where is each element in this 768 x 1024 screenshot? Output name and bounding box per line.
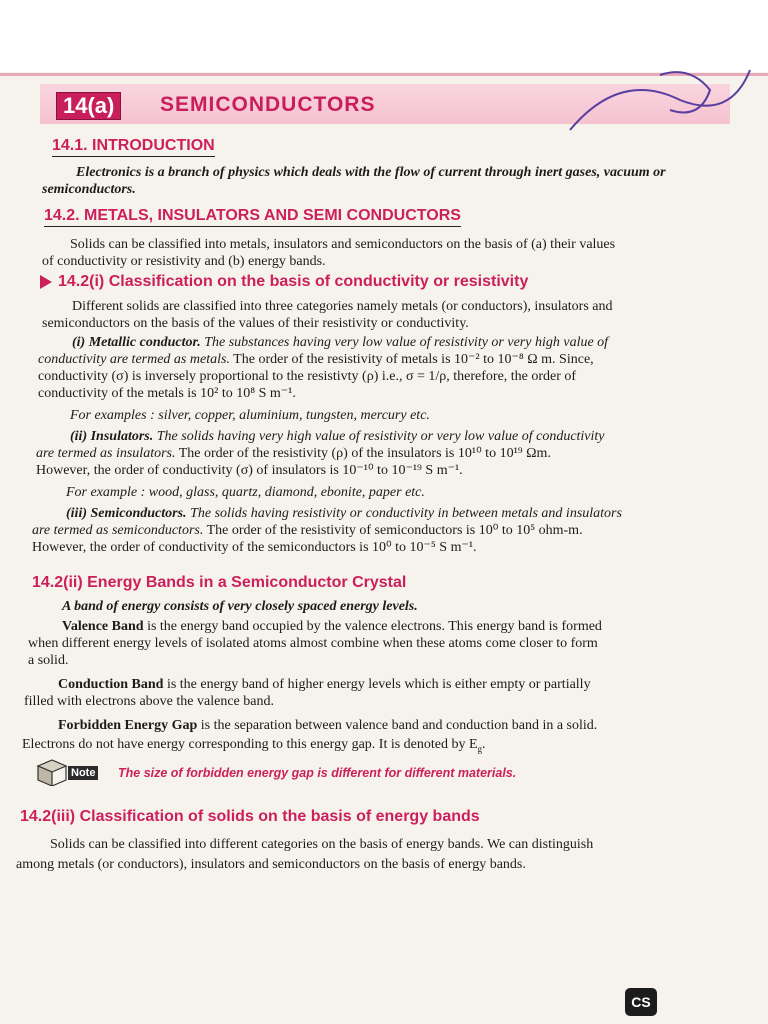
section-heading-metals: 14.2. METALS, INSULATORS AND SEMI CONDUCTORS (44, 207, 461, 227)
intro-line: Electronics is a branch of physics which deals with the flow of current through inert gases, vacuum or (76, 165, 666, 180)
metallic-line-2: conductivity are termed as metals. The order of the resistivity of metals is 10⁻² to 10⁻⁸ Ω m. Since, (38, 352, 594, 367)
play-arrow-icon (40, 275, 52, 289)
insulator-line-1: (ii) Insulators. The solids having very high value of resistivity or very low value of conductivity (70, 429, 605, 444)
camscanner-logo: CS (625, 988, 657, 1016)
conduction-line-1: Conduction Band is the energy band of higher energy levels which is either empty or partially (58, 677, 591, 692)
insulator-line-2: are termed as insulators. The order of the resistivity (ρ) of the insulators is 10¹⁰ to 10¹⁹ Ωm. (36, 446, 551, 461)
metallic-line-1: (i) Metallic conductor. The substances having very low value of resistivity or very high value of (72, 335, 609, 350)
section-heading-introduction: 14.1. INTRODUCTION (52, 137, 215, 157)
gap-line-2: Electrons do not have energy corresponding to this energy gap. It is denoted by $E_g$. (22, 737, 486, 754)
insulator-line-3: However, the order of conductivity (σ) of insulators is 10⁻¹⁰ to 10⁻¹⁹ S m⁻¹. (36, 463, 463, 478)
semi-line-2: are termed as semiconductors. The order of the resistivity of semiconductors is 10⁰ to 10⁵ ohm-m. (32, 523, 583, 538)
conductivity-line: semiconductors on the basis of the values of their resistivity or conductivity. (42, 316, 469, 331)
band-definition: A band of energy consists of very closely spaced energy levels. (62, 599, 418, 614)
metal-examples: For examples : silver, copper, aluminium, tungsten, mercury etc. (70, 408, 430, 423)
chapter-number: 14(a) (56, 92, 121, 120)
insulators-lead: (ii) Insulators. (70, 429, 154, 444)
metallic-line-4: conductivity of the metals is 10² to 10⁸ S m⁻¹. (38, 386, 296, 401)
note-text: The size of forbidden energy gap is different for different materials. (118, 766, 517, 780)
classification-line: among metals (or conductors), insulators and semiconductors on the basis of energy bands. (16, 857, 526, 872)
valence-line-3: a solid. (28, 653, 69, 668)
valence-line-1: Valence Band is the energy band occupied by the valence electrons. This energy band is formed (62, 619, 602, 634)
semi-line-1: (iii) Semiconductors. The solids having resistivity or conductivity in between metals and insulators (66, 506, 622, 521)
notebook-icon (36, 758, 68, 786)
note-tag: Note (68, 766, 98, 780)
valence-line-2: when different energy levels of isolated atoms almost combine when these atoms come closer to form (28, 636, 598, 651)
valence-band-lead: Valence Band (62, 619, 144, 634)
semiconductors-lead: (iii) Semiconductors. (66, 506, 187, 521)
metallic-conductor-lead: (i) Metallic conductor. (72, 335, 201, 350)
intro-line: semiconductors. (42, 182, 136, 197)
classification-line: Solids can be classified into different categories on the basis of energy bands. We can distinguish (50, 837, 594, 852)
subsection-heading-classification: 14.2(iii) Classification of solids on the basis of energy bands (20, 808, 480, 825)
chapter-title: SEMICONDUCTORS (160, 93, 376, 116)
subsection-heading-conductivity: 14.2(i) Classification on the basis of conductivity or resistivity (58, 273, 529, 290)
forbidden-gap-lead: Forbidden Energy Gap (58, 718, 198, 733)
conductivity-line: Different solids are classified into three categories namely metals (or conductors), insulators and (72, 299, 613, 314)
subsection-heading-energy-bands: 14.2(ii) Energy Bands in a Semiconductor Crystal (32, 574, 407, 591)
metallic-line-3: conductivity (σ) is inversely proportional to the resistivty (ρ) i.e., σ = 1/ρ, therefore, the order of (38, 369, 577, 384)
conduction-line-2: filled with electrons above the valence band. (24, 694, 274, 709)
conduction-band-lead: Conduction Band (58, 677, 164, 692)
metals-line: Solids can be classified into metals, insulators and semiconductors on the basis of (a) their values (70, 237, 616, 252)
insulator-examples: For example : wood, glass, quartz, diamond, ebonite, paper etc. (66, 485, 425, 500)
semi-line-3: However, the order of conductivity of the semiconductors is 10⁰ to 10⁻⁵ S m⁻¹. (32, 540, 477, 555)
metals-line: of conductivity or resistivity and (b) energy bands. (42, 254, 326, 269)
gap-line-1: Forbidden Energy Gap is the separation between valence band and conduction band in a solid. (58, 718, 598, 733)
